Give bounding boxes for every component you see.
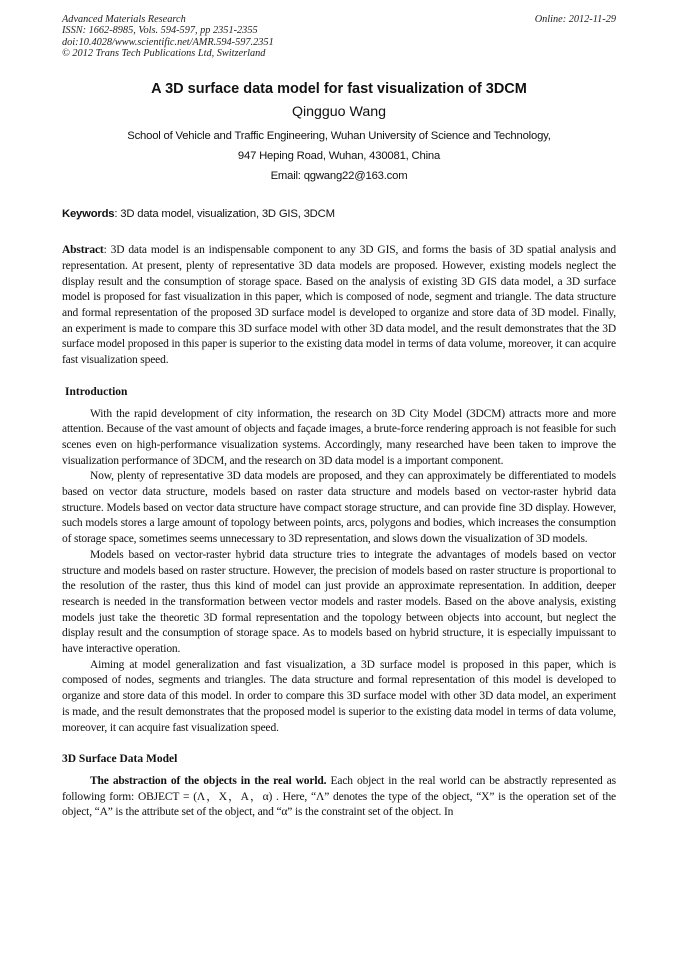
journal-copyright: © 2012 Trans Tech Publications Ltd, Switzerland [62, 47, 266, 59]
intro-paragraph: Aiming at model generalization and fast visualization, a 3D surface model is proposed in this paper, which is composed of nodes, segments and triangles. The data structure and formal representation of this model is developed to organize and store data of this model. In order to compare this 3D surface model with other 3D data model, an experiment is made, and the result demonstrates that the proposed model is superior to the existing data model in terms of data volume, moreover, it can acquire fast visualization speed. [62, 658, 616, 734]
abstract [62, 243, 616, 369]
affiliation-line-1: School of Vehicle and Traffic Engineering, Wuhan University of Science and Technology, [127, 130, 551, 143]
section-heading-surface-model: 3D Surface Data Model [62, 753, 178, 766]
journal-doi: doi:10.4028/www.scientific.net/AMR.594-597.2351 [62, 36, 274, 48]
affiliation-line-2: 947 Heping Road, Wuhan, 430081, China [237, 150, 441, 163]
journal-issn: ISSN: 1662-8985, Vols. 594-597, pp 2351-2355 [62, 25, 258, 37]
abstract-text: : 3D data model is an indispensable component to any 3D GIS, and forms the basis of 3D spatial analysis and representation. At present, plenty of representative 3D data models are proposed. However, existing models neglect the display result and the consumption of storage space. Based on the analysis of existing 3D GIS data model, a 3D surface model is proposed for fast visualization in this paper, which is composed of node, segment and triangle. The data structure and formal representation of the proposed 3D surface model is developed to organize and store data of 3D model. Finally, an experiment is made to compare this 3D surface model with other 3D data model, and the result demonstrates that the 3D surface model proposed in this paper is superior to the existing data model in terms of data volume, moreover, it can acquire fast visualization speed. [62, 244, 616, 367]
author-affiliation [62, 126, 616, 186]
keywords-text: : 3D data model, visualization, 3D GIS, 3DCM [114, 208, 335, 221]
journal-header [62, 14, 616, 59]
surface-model-paragraph [62, 774, 616, 821]
paper-title: A 3D surface data model for fast visualization of 3DCM [151, 81, 527, 98]
intro-paragraph: Models based on vector-raster hybrid data structure tries to integrate the advantages of models based on vector structure and models based on raster structure. However, the precision of models based on raster structure is proportional to the resolution of the raster, thus this kind of model can just provide an approximate representation. In addition, deeper research is needed in the transformation between vector models and raster models. Based on the above analysis, existing models just take the theoretic 3D formal representation and the topology between objects into account, but neglect the display result and the consumption of storage space. As to models based on hybrid structure, it is especially impuissant to have interactive operation. [62, 548, 616, 656]
keywords [62, 207, 616, 221]
surface-model-lead: The abstraction of the objects in the real world. [90, 774, 327, 787]
abstract-label: Abstract [62, 244, 104, 257]
intro-paragraph: With the rapid development of city information, the research on 3D City Model (3DCM) attracts more and more attention. Because of the vast amount of objects and façade images, a brute-force rendering approach is not feasible for such scenes even on high-performance visualization systems. Accordingly, many researched have been taken to improve the visualization performance of 3DCM, and the research on 3D data model is a important component. [62, 407, 616, 467]
section-heading-introduction: Introduction [65, 385, 128, 398]
author-email: Email: qgwang22@163.com [270, 170, 408, 183]
journal-name: Advanced Materials Research [62, 14, 186, 25]
online-date: Online: 2012-11-29 [534, 14, 616, 25]
surface-model-text: Each object in the real world can be abstractly represented as following form: OBJECT = (Λ，X，A，α) . Here, “Λ” denotes the type of the object, “X” is the operation set of the object, “A” is the attribute set of the object, and “α” is the constraint set of the object. In [62, 774, 617, 819]
intro-paragraph: Now, plenty of representative 3D data models are proposed, and they can approximately be differentiated to models based on vector data structure, models based on raster data structure and models based on vector-raster hybrid data structure. Models based on vector data structure have compact storage structure, and can provide fine 3D display. However, such models stores a large amount of topology between points, arcs, polygons and bodies, which increases the consumption of storage space, sometimes seems unnecessary to 3D representation, and slows down the visualization of 3D models. [62, 470, 616, 546]
paper-author: Qingguo Wang [291, 104, 387, 121]
keywords-label: Keywords [62, 208, 115, 221]
